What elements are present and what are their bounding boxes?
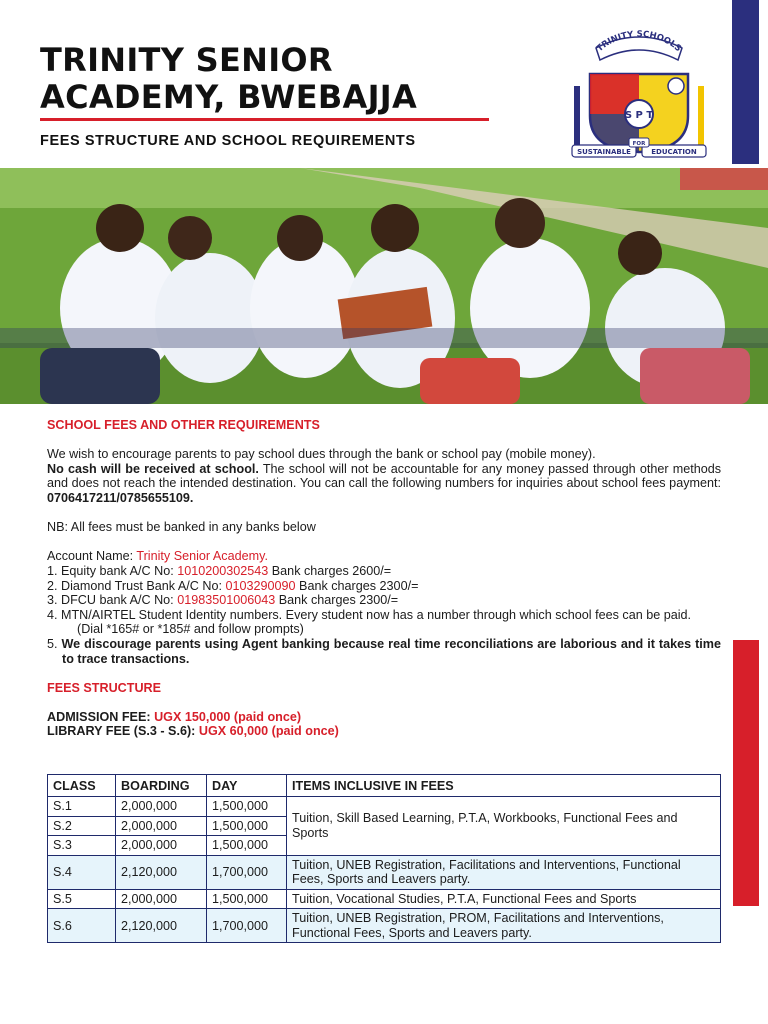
admission-fee-value: UGX 150,000 (paid once) — [154, 709, 302, 724]
fees-info-section — [47, 418, 721, 739]
account-name-line — [47, 549, 721, 564]
col-header-day: DAY — [207, 775, 287, 797]
cell-boarding: 2,000,000 — [116, 816, 207, 836]
account-number: 1010200302543 — [177, 563, 269, 578]
cell-items: Tuition, UNEB Registration, Facilitations and Interventions, Functional Fees, Sports and Leavers party. — [287, 855, 721, 889]
cell-class: S.5 — [48, 889, 116, 909]
agent-banking-item: 5. We discourage parents using Agent banking because real time reconciliations are laborious and it takes time to trace transactions. — [47, 636, 721, 666]
table-row — [48, 909, 721, 943]
right-pencil-icon — [698, 86, 704, 148]
no-cash-notice: No cash will be received at school. — [47, 461, 259, 476]
account-number: 0103290090 — [225, 578, 296, 593]
admission-fee-line: ADMISSION FEE: UGX 150,000 (paid once) — [47, 709, 302, 724]
section-heading-fees: FEES STRUCTURE — [47, 680, 162, 695]
bank-list — [47, 564, 721, 666]
crest-top-text: TRINITY SCHOOLS — [595, 29, 683, 55]
intro-text: We wish to encourage parents to pay school dues through the bank or school pay (mobile money). — [47, 447, 596, 462]
paragraph-rest: The school will not be accountable for any money passed through other methods and does not reach the intended destination. You can call the following numbers for inquiries about school fees payment: — [47, 461, 722, 491]
account-number: 01983501006043 — [177, 593, 276, 608]
cell-day: 1,500,000 — [207, 816, 287, 836]
table-row — [48, 889, 721, 909]
cell-items: Tuition, UNEB Registration, PROM, Facilitations and Interventions, Functional Fees, Sports and Leavers party. — [287, 909, 721, 943]
crest-bottom-left: SUSTAINABLE — [577, 148, 631, 156]
page-title — [40, 42, 510, 116]
cell-class: S.3 — [48, 836, 116, 856]
cell-day: 1,500,000 — [207, 836, 287, 856]
cell-items: Tuition, Skill Based Learning, P.T.A, Workbooks, Functional Fees and Sports — [287, 797, 721, 856]
cell-day: 1,500,000 — [207, 797, 287, 817]
bank-item: 1. Equity bank A/C No: 1010200302543 Bank charges 2600/= — [47, 563, 392, 578]
cell-boarding: 2,000,000 — [116, 797, 207, 817]
title-underline — [40, 118, 489, 121]
table-row — [48, 855, 721, 889]
students-photo — [0, 168, 768, 404]
phone-numbers: 0706417211/0785655109. — [47, 490, 194, 505]
school-crest-logo — [566, 28, 712, 160]
cell-boarding: 2,120,000 — [116, 855, 207, 889]
section-heading-requirements: SCHOOL FEES AND OTHER REQUIREMENTS — [47, 418, 320, 432]
bank-item: 2. Diamond Trust Bank A/C No: 0103290090 Bank charges 2300/= — [47, 578, 419, 593]
crest-bottom-mid: FOR — [632, 141, 646, 147]
cell-boarding: 2,120,000 — [116, 909, 207, 943]
title-line-2: ACADEMY, BWEBAJJA — [40, 78, 418, 116]
col-header-items: ITEMS INCLUSIVE IN FEES — [287, 775, 721, 797]
navy-accent-bar — [732, 0, 759, 164]
ball-icon — [668, 78, 684, 94]
table-header-row — [48, 775, 721, 797]
cell-class: S.4 — [48, 855, 116, 889]
nb-note: NB: All fees must be banked in any banks below — [47, 520, 316, 535]
mobile-money-item: 4. MTN/AIRTEL Student Identity numbers. Every student now has a number through which school fees can be paid. (Dial *165# or *185# and follow prompts) — [47, 607, 692, 637]
left-pencil-icon — [574, 86, 580, 148]
cell-day: 1,700,000 — [207, 855, 287, 889]
bank-item: 3. DFCU bank A/C No: 01983501006043 Bank charges 2300/= — [47, 593, 399, 608]
title-line-1: TRINITY SENIOR — [40, 41, 333, 79]
table-row — [48, 797, 721, 817]
account-name: Trinity Senior Academy. — [136, 549, 268, 564]
cell-boarding: 2,000,000 — [116, 889, 207, 909]
crest-bottom-right: EDUCATION — [651, 148, 697, 156]
cell-class: S.2 — [48, 816, 116, 836]
dial-codes: (Dial *165# or *185# and follow prompts) — [77, 622, 304, 637]
cell-class: S.6 — [48, 909, 116, 943]
cell-class: S.1 — [48, 797, 116, 817]
cell-day: 1,700,000 — [207, 909, 287, 943]
cell-items: Tuition, Vocational Studies, P.T.A, Functional Fees and Sports — [287, 889, 721, 909]
library-fee-value: UGX 60,000 (paid once) — [198, 724, 339, 739]
crest-letters: S P T — [624, 110, 654, 121]
library-fee-line: LIBRARY FEE (S.3 - S.6): UGX 60,000 (paid once) — [47, 724, 339, 739]
col-header-boarding: BOARDING — [116, 775, 207, 797]
red-accent-bar — [733, 640, 759, 906]
col-header-class: CLASS — [48, 775, 116, 797]
page-subtitle: FEES STRUCTURE AND SCHOOL REQUIREMENTS — [40, 133, 416, 149]
payment-intro-paragraph — [47, 447, 721, 505]
cell-boarding: 2,000,000 — [116, 836, 207, 856]
account-label: Account Name: — [47, 549, 137, 564]
cell-day: 1,500,000 — [207, 889, 287, 909]
fees-table — [47, 774, 721, 943]
